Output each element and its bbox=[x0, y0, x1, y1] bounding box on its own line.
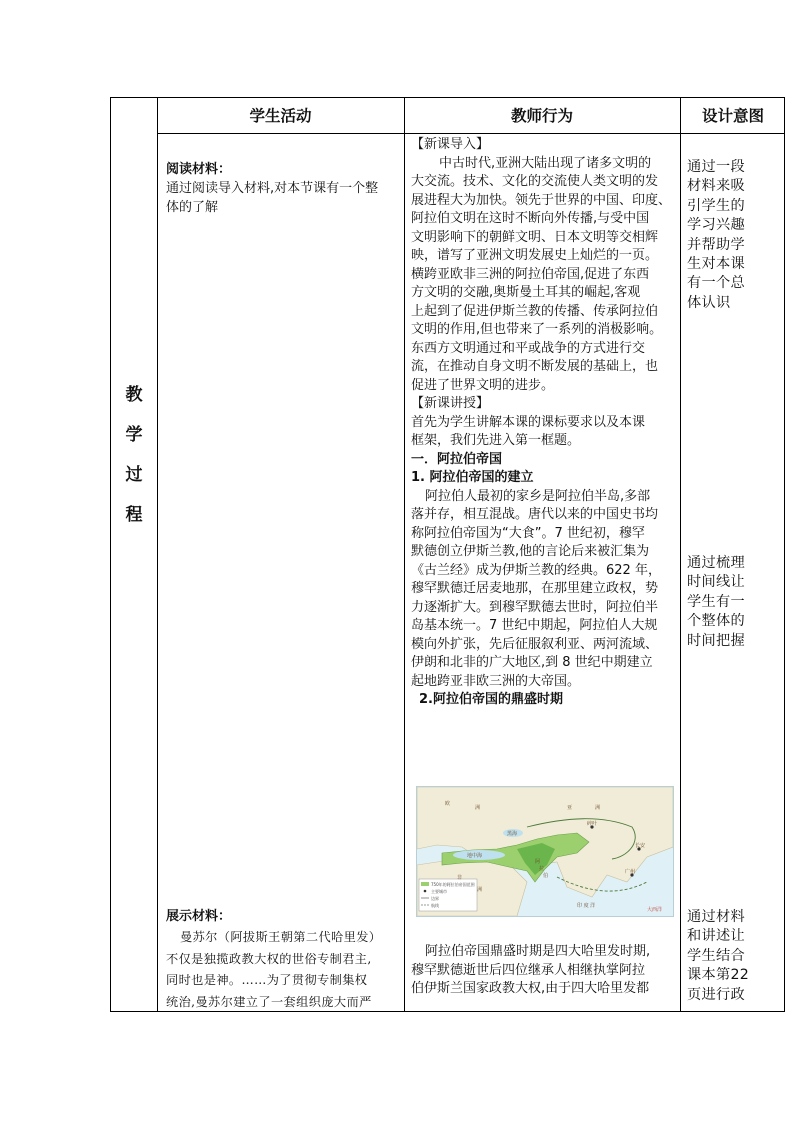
lesson-plan-table bbox=[110, 97, 785, 1012]
map-label: 伯 bbox=[543, 873, 549, 879]
side-label-char: 学 bbox=[125, 425, 143, 445]
map-label: 阿 bbox=[535, 859, 541, 865]
map-label: 洲 bbox=[475, 805, 481, 811]
legend-label: 750年的阿拉伯帝国范围 bbox=[431, 882, 475, 887]
legend-swatch bbox=[424, 890, 427, 893]
map-label: 地中海 bbox=[467, 853, 483, 859]
map-label: 亚 bbox=[567, 805, 573, 811]
reading-material-text: 通过阅读导入材料,对本节课有一个整 体的了解 bbox=[166, 181, 379, 215]
arab-empire-map bbox=[416, 786, 674, 917]
header-teacher-behavior: 教师行为 bbox=[510, 106, 573, 125]
map-label: 黑海 bbox=[507, 831, 518, 837]
teacher-content bbox=[411, 136, 679, 710]
map-label: 长安 bbox=[635, 843, 646, 849]
side-label-char: 程 bbox=[125, 505, 143, 525]
peak-paragraph: 阿拉伯帝国鼎盛时期是四大哈里发时期, 穆罕默德逝世后四位继承人相继执掌阿拉 伯伊斯兰国家政教大权,由于四大哈里发都 bbox=[411, 944, 651, 996]
column-divider bbox=[157, 98, 158, 1011]
intro-paragraph: 中古时代,亚洲大陆出现了诸多文明的 大交流。技术、文化的交流使人类文明的发 展进程大为加快。领先于世界的中国、印度、 阿拉伯文明在这时不断向外传播,与受中国 文明影响下的朝鲜文明、日本文明等交相辉 映，谱写了亚洲文明发展史上灿烂的一页。 横跨亚欧非三洲的阿拉伯帝国,促进了东西 方文明的交融,奥斯曼土耳其的崛起,客观 上起到了促进伊斯兰教的传播、传承阿拉伯 文明的作用,但也带来了一系列的消极影响。 东西方文明通过和平或战争的方式进行交 流，在推动自身文明不断发展的基础上，也 促进了世界文明的进步。 bbox=[411, 155, 672, 393]
founding-paragraph: 阿拉伯人最初的家乡是阿拉伯半岛,多部 落并存，相互混战。唐代以来的中国史书均 称阿拉伯帝国为“大食”。7 世纪初，穆罕 默德创立伊斯兰教,他的言论后来被汇集为 《古兰经》成为伊斯兰教的经典。622 年， 穆罕默德迁居麦地那，在那里建立政权，势 力逐渐扩大。到穆罕默德去世时，阿拉伯半 岛基本统一。7 世纪中期起，阿拉伯人大规 模向外扩张，先后征服叙利亚、两河流域、 伊朗和北非的广大地区,到 8 世纪中期建立 起地跨亚非欧三洲的大帝国。 bbox=[411, 488, 661, 689]
map-label: 欧 bbox=[445, 801, 451, 807]
map-label: 广州 bbox=[625, 869, 636, 875]
show-material-quote: 曼苏尔（阿拔斯王朝第二代哈里发） 不仅是独揽政教大权的世俗专制君主, 同时也是神。……为了贯彻专制集权 统治,曼苏尔建立了一套组织庞大而严 bbox=[166, 930, 382, 1009]
side-label-char: 教 bbox=[125, 385, 143, 405]
header-divider bbox=[157, 133, 784, 134]
column-divider bbox=[680, 98, 681, 1011]
map-label: 洲 bbox=[595, 805, 601, 811]
show-material-title: 展示材料： bbox=[166, 909, 232, 924]
map-label: 大西洋 bbox=[647, 907, 663, 913]
column-divider bbox=[404, 98, 405, 1011]
side-label-char: 过 bbox=[125, 465, 143, 485]
reading-material-title: 阅读材料： bbox=[166, 162, 232, 177]
legend-swatch bbox=[421, 882, 429, 886]
intro-title: 【新课导入】 bbox=[411, 137, 490, 152]
subsection-heading: 1. 阿拉伯帝国的建立 bbox=[411, 470, 534, 485]
intent-note-material: 通过材料 和讲述让 学生结合 课本第22 页进行政 bbox=[687, 909, 750, 1003]
lecture-paragraph: 首先为学生讲解本课的课标要求以及本课 框架，我们先进入第一框题。 bbox=[411, 414, 646, 448]
map-label: 印 度 洋 bbox=[577, 903, 596, 909]
header-student-activity: 学生活动 bbox=[249, 106, 312, 125]
lecture-title: 【新课讲授】 bbox=[411, 396, 490, 411]
subsection-heading: 2.阿拉伯帝国的鼎盛时期 bbox=[419, 692, 563, 707]
intent-note-intro: 通过一段 材料来吸 引学生的 学习兴趣 并帮助学 生对本课 有一个总 体认识 bbox=[687, 159, 745, 311]
legend-label: 边界 bbox=[431, 896, 439, 901]
map-label: 非 bbox=[457, 875, 463, 881]
intent-note-timeline: 通过梳理 时间线让 学生有一 个整体的 时间把握 bbox=[687, 555, 745, 649]
legend-label: 主要城市 bbox=[431, 889, 447, 894]
map-drawing bbox=[417, 787, 673, 916]
legend-label: 航线 bbox=[431, 903, 439, 908]
map-label: 碎叶 bbox=[587, 821, 598, 827]
map-label: 洲 bbox=[477, 887, 483, 893]
header-design-intent: 设计意图 bbox=[701, 106, 764, 125]
section-heading: 一．阿拉伯帝国 bbox=[411, 451, 503, 467]
map-label: 拉 bbox=[539, 866, 545, 872]
